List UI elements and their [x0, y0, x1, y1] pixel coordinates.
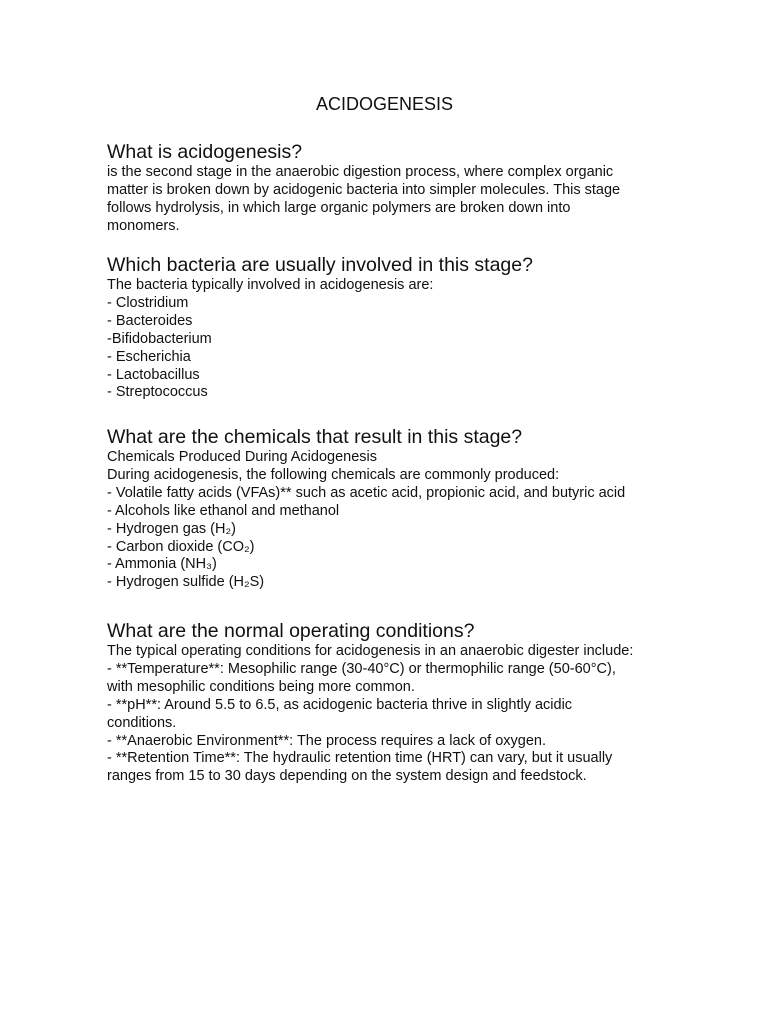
- list-item: - **Anaerobic Environment**: The process requires a lack of oxygen.: [107, 732, 546, 749]
- list-item: - **pH**: Around 5.5 to 6.5, as acidogenic bacteria thrive in slightly acidic: [107, 696, 573, 713]
- section-heading: Which bacteria are usually involved in this stage?: [107, 254, 533, 276]
- body-line: follows hydrolysis, in which large organic polymers are broken down into: [107, 199, 571, 216]
- body-line: is the second stage in the anaerobic digestion process, where complex organic: [107, 164, 614, 180]
- section-operating-conditions: [107, 619, 707, 786]
- body-line: Chemicals Produced During Acidogenesis: [107, 449, 378, 465]
- body-line: matter is broken down by acidogenic bacteria into simpler molecules. This stage: [107, 181, 621, 198]
- document-title: ACIDOGENESIS: [315, 94, 454, 114]
- list-item: - Streptococcus: [107, 384, 208, 401]
- list-item: - Escherichia: [107, 348, 191, 365]
- section-heading: What are the chemicals that result in this stage?: [107, 426, 523, 448]
- section-chemicals: [107, 425, 707, 592]
- list-item: - Lactobacillus: [107, 366, 200, 383]
- list-item: - **Temperature**: Mesophilic range (30-40°C) or thermophilic range (50-60°C),: [107, 660, 616, 677]
- body-line: During acidogenesis, the following chemicals are commonly produced:: [107, 466, 560, 483]
- body-line: conditions.: [107, 714, 177, 731]
- section-heading: What are the normal operating conditions?: [107, 620, 475, 642]
- list-item: - Carbon dioxide (CO₂): [107, 538, 255, 555]
- list-item: - Alcohols like ethanol and methanol: [107, 502, 340, 519]
- list-item: - Clostridium: [107, 294, 189, 311]
- section-bacteria: [107, 253, 707, 402]
- body-line: monomers.: [107, 217, 180, 234]
- list-item: - Volatile fatty acids (VFAs)** such as acetic acid, propionic acid, and butyric acid: [107, 484, 626, 501]
- list-item: - **Retention Time**: The hydraulic retention time (HRT) can vary, but it usually: [107, 750, 613, 767]
- body-line: with mesophilic conditions being more common.: [107, 678, 415, 695]
- list-item: - Bacteroides: [107, 312, 193, 329]
- body-line: The typical operating conditions for acidogenesis in an anaerobic digester include:: [107, 643, 634, 659]
- list-item: -Bifidobacterium: [107, 330, 212, 347]
- list-item: - Hydrogen sulfide (H₂S): [107, 574, 265, 591]
- section-heading: What is acidogenesis?: [107, 141, 303, 163]
- body-line: ranges from 15 to 30 days depending on the system design and feedstock.: [107, 768, 587, 785]
- section-what-is-acidogenesis: [107, 140, 707, 236]
- body-line: The bacteria typically involved in acidogenesis are:: [107, 277, 434, 293]
- list-item: - Hydrogen gas (H₂): [107, 520, 236, 537]
- list-item: - Ammonia (NH₃): [107, 556, 217, 573]
